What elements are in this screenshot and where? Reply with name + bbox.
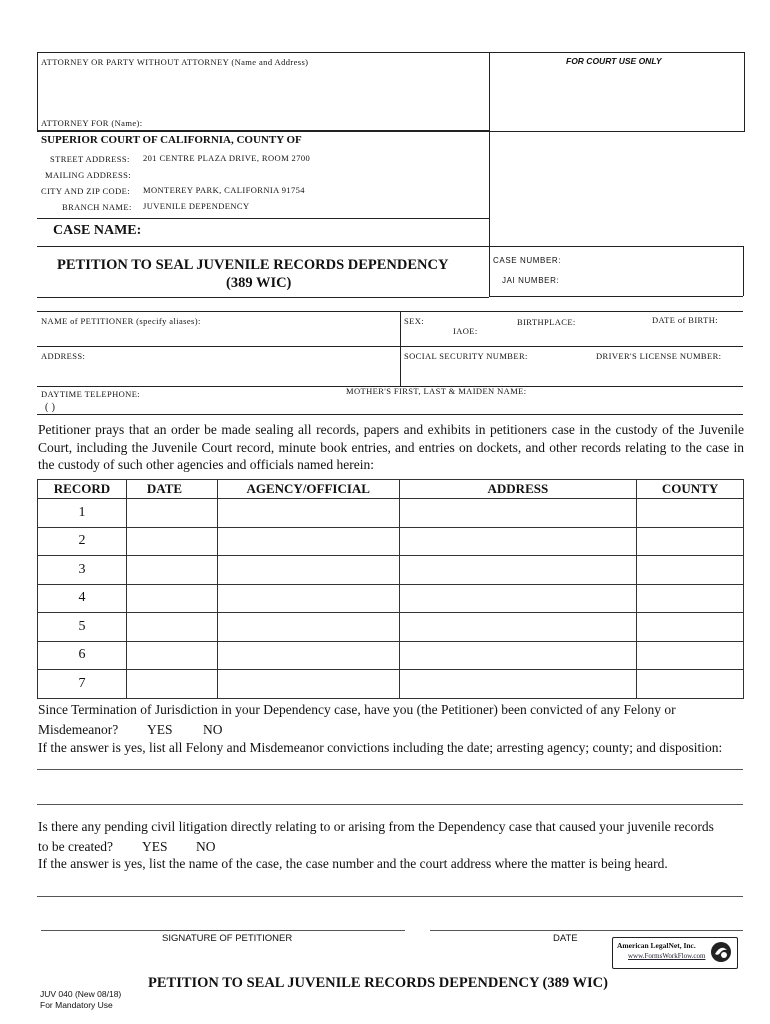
mother-label: MOTHER'S FIRST, LAST & MAIDEN NAME: [346, 386, 527, 396]
info-bottom [37, 414, 743, 415]
date-cell[interactable] [126, 670, 217, 699]
birthplace-label: BIRTHPLACE: [517, 317, 576, 327]
header-record: RECORD [38, 480, 127, 499]
q2-text: Is there any pending civil litigation directly relating to or arising from the Dependency case that caused your juvenile records [38, 819, 714, 834]
header-address: ADDRESS [399, 480, 636, 499]
table-row [38, 584, 744, 613]
agency-cell[interactable] [217, 527, 399, 556]
info-top [37, 311, 743, 312]
q1-misdemeanor: Misdemeanor? [38, 722, 119, 737]
phone-label: DAYTIME TELEPHONE: [41, 389, 141, 399]
table-row [38, 613, 744, 642]
record-number: 5 [38, 613, 127, 642]
date-cell[interactable] [126, 556, 217, 585]
age-label: IAOE: [453, 326, 478, 336]
county-cell[interactable] [637, 613, 744, 642]
date-label: DATE [553, 933, 578, 944]
address-cell[interactable] [399, 613, 636, 642]
agency-cell[interactable] [217, 499, 399, 528]
address-cell[interactable] [399, 556, 636, 585]
county-cell[interactable] [637, 527, 744, 556]
name-label: NAME of PETITIONER (specify aliases): [41, 316, 201, 326]
brand-url[interactable]: www.FormsWorkFlow.com [628, 952, 706, 960]
case-number-label: CASE NUMBER: [493, 256, 562, 265]
header-agency: AGENCY/OFFICIAL [217, 480, 399, 499]
info-mid-divider [400, 311, 401, 386]
header-county: COUNTY [637, 480, 744, 499]
attorney-line [37, 130, 489, 131]
records-header-row [38, 480, 744, 499]
petition-title-2: (389 WIC) [226, 275, 292, 291]
record-number: 1 [38, 499, 127, 528]
date-cell[interactable] [126, 584, 217, 613]
city-value: MONTEREY PARK, CALIFORNIA 91754 [143, 185, 305, 195]
county-cell[interactable] [637, 499, 744, 528]
case-name-label: CASE NAME: [53, 223, 142, 238]
case-box-right [743, 246, 744, 296]
county-cell[interactable] [637, 670, 744, 699]
form-id: JUV 040 (New 08/18) [40, 989, 122, 999]
date-cell[interactable] [126, 527, 217, 556]
petition-box-bottom [37, 297, 489, 298]
info-row1-line [37, 346, 743, 347]
record-number: 4 [38, 584, 127, 613]
date-cell[interactable] [126, 499, 217, 528]
jai-number-label: JAI NUMBER: [502, 276, 560, 285]
court-use-label: FOR COURT USE ONLY [566, 56, 662, 66]
q2-no[interactable]: NO [196, 839, 216, 854]
q1-yes[interactable]: YES [147, 722, 173, 737]
petition-title-1: PETITION TO SEAL JUVENILE RECORDS DEPENDENCY [57, 257, 449, 273]
table-row [38, 670, 744, 699]
county-cell[interactable] [637, 556, 744, 585]
agency-cell[interactable] [217, 584, 399, 613]
q1-no[interactable]: NO [203, 722, 223, 737]
brand-logo-icon [710, 941, 732, 963]
agency-cell[interactable] [217, 556, 399, 585]
q2-created: to be created? [38, 839, 113, 854]
signature-label: SIGNATURE OF PETITIONER [162, 933, 293, 944]
attorney-for-label: ATTORNEY FOR (Name): [41, 118, 143, 128]
footer-title: PETITION TO SEAL JUVENILE RECORDS DEPENDENCY (389 WIC) [148, 975, 608, 991]
record-number: 3 [38, 556, 127, 585]
record-number: 6 [38, 641, 127, 670]
header-divider [489, 52, 490, 297]
address-cell[interactable] [399, 584, 636, 613]
dob-label: DATE of BIRTH: [652, 315, 719, 325]
street-value: 201 CENTRE PLAZA DRIVE, ROOM 2700 [143, 153, 311, 163]
q2-followup: If the answer is yes, list the name of the case, the case number and the court address where the matter is being heard. [38, 856, 668, 871]
street-label: STREET ADDRESS: [50, 154, 130, 164]
q1-text: Since Termination of Jurisdiction in your Dependency case, have you (the Petitioner) been convicted of any Felony or [38, 702, 676, 717]
record-number: 7 [38, 670, 127, 699]
ssn-label: SOCIAL SECURITY NUMBER: [404, 351, 528, 361]
address-label: ADDRESS: [41, 351, 86, 361]
prayer-text: Petitioner prays that an order be made sealing all records, papers and exhibits in petitioners case in the custody of the Juvenile Court, including the Juvenile Court record, minute book entries, and entries on dockets, and other records relating to the case in the custody of such other agencies and officials named herein: [38, 422, 744, 472]
county-cell[interactable] [637, 641, 744, 670]
agency-cell[interactable] [217, 670, 399, 699]
agency-cell[interactable] [217, 613, 399, 642]
address-cell[interactable] [399, 499, 636, 528]
branch-value: JUVENILE DEPENDENCY [143, 201, 250, 211]
q1-followup: If the answer is yes, list all Felony and Misdemeanor convictions including the date; arresting agency; county; and disposition: [38, 740, 723, 755]
address-cell[interactable] [399, 670, 636, 699]
q2-answer-line[interactable] [37, 896, 743, 897]
date-cell[interactable] [126, 641, 217, 670]
table-row [38, 556, 744, 585]
attorney-label: ATTORNEY OR PARTY WITHOUT ATTORNEY (Name and Address) [41, 57, 309, 67]
mandatory-use: For Mandatory Use [40, 1000, 113, 1010]
sex-label: SEX: [404, 316, 425, 326]
phone-parens: ( ) [45, 402, 56, 413]
table-row [38, 499, 744, 528]
city-label: CITY AND ZIP CODE: [41, 186, 130, 196]
dl-label: DRIVER'S LICENSE NUMBER: [596, 351, 722, 361]
table-row [38, 641, 744, 670]
brand-name: American LegalNet, Inc. [617, 941, 696, 950]
record-number: 2 [38, 527, 127, 556]
court-title: SUPERIOR COURT OF CALIFORNIA, COUNTY OF [41, 134, 302, 146]
table-row [38, 527, 744, 556]
q1-answer-line-2[interactable] [37, 804, 743, 805]
court-line [37, 218, 489, 219]
mailing-label: MAILING ADDRESS: [45, 170, 131, 180]
q2-yes[interactable]: YES [142, 839, 168, 854]
county-cell[interactable] [637, 584, 744, 613]
case-number-line [489, 296, 743, 297]
date-cell[interactable] [126, 613, 217, 642]
case-name-line [37, 246, 743, 247]
header-date: DATE [126, 480, 217, 499]
agency-cell[interactable] [217, 641, 399, 670]
branch-label: BRANCH NAME: [62, 202, 132, 212]
address-cell[interactable] [399, 641, 636, 670]
signature-line[interactable] [41, 930, 405, 931]
q1-answer-line-1[interactable] [37, 769, 743, 770]
date-line[interactable] [430, 930, 743, 931]
address-cell[interactable] [399, 527, 636, 556]
records-table [37, 479, 744, 699]
